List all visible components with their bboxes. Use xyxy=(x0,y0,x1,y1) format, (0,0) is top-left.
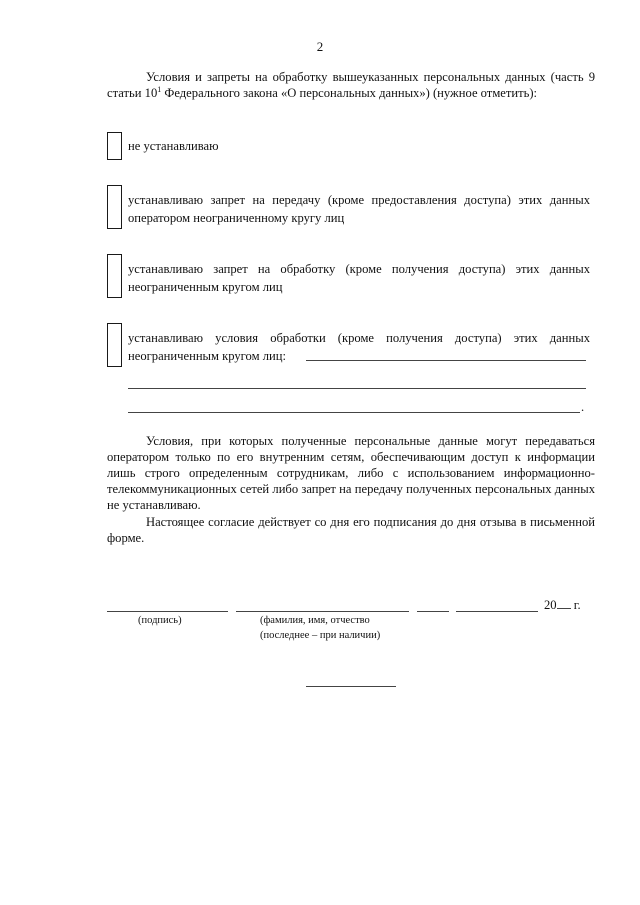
option-transfer-ban-label: устанавливаю запрет на передачу (кроме предоставления доступа) этих данных оператором неограниченному кругу лиц xyxy=(128,193,590,225)
option-processing-ban-label: устанавливаю запрет на обработку (кроме получения доступа) этих данных неограниченным кругом лиц xyxy=(128,262,590,294)
checkbox-transfer-ban[interactable] xyxy=(107,185,122,229)
conditions-fill-line-3[interactable] xyxy=(128,412,580,413)
conditions-fill-line-1[interactable] xyxy=(306,360,586,361)
checkbox-processing-conditions[interactable] xyxy=(107,323,122,367)
option-processing-conditions-label: устанавливаю условия обработки (кроме получения доступа) этих данных неограниченным кругом лиц: xyxy=(128,331,590,363)
checkbox-processing-ban[interactable] xyxy=(107,254,122,298)
year-field: 20 г. xyxy=(544,598,581,612)
day-line[interactable] xyxy=(417,611,449,612)
page-number: 2 xyxy=(316,39,324,54)
signature-line[interactable] xyxy=(107,611,228,612)
bottom-separator xyxy=(306,686,396,687)
checkbox-not-set[interactable] xyxy=(107,132,122,160)
year-digits-line[interactable] xyxy=(557,597,571,609)
caption-name-line1: (фамилия, имя, отчество xyxy=(260,615,370,626)
option-not-set-label: не устанавливаю xyxy=(128,139,219,153)
intro-paragraph: Условия и запреты на обработку вышеуказанных персональных данных (часть 9 статьи $10^1$ Федерального закона «О персональных данных») (нужное отметить): xyxy=(107,70,595,100)
full-name-line[interactable] xyxy=(236,611,409,612)
caption-signature: (подпись) xyxy=(138,615,182,626)
caption-name-line2: (последнее – при наличии) xyxy=(260,630,381,641)
conditions-fill-line-2[interactable] xyxy=(128,388,586,389)
trailing-period: . xyxy=(581,400,585,414)
validity-paragraph: Настоящее согласие действует со дня его подписания до дня отзыва в письменной форме. xyxy=(107,515,595,545)
conditions-paragraph: Условия, при которых полученные персональные данные могут передаваться оператором только по его внутренним сетям, обеспечивающим доступ к информации лишь строго определенным сотрудникам, либо с использованием информационно-телекоммуникационных сетей либо запрет на передачу полученных персональных данных не устанавливаю. xyxy=(107,434,595,512)
month-line[interactable] xyxy=(456,611,538,612)
